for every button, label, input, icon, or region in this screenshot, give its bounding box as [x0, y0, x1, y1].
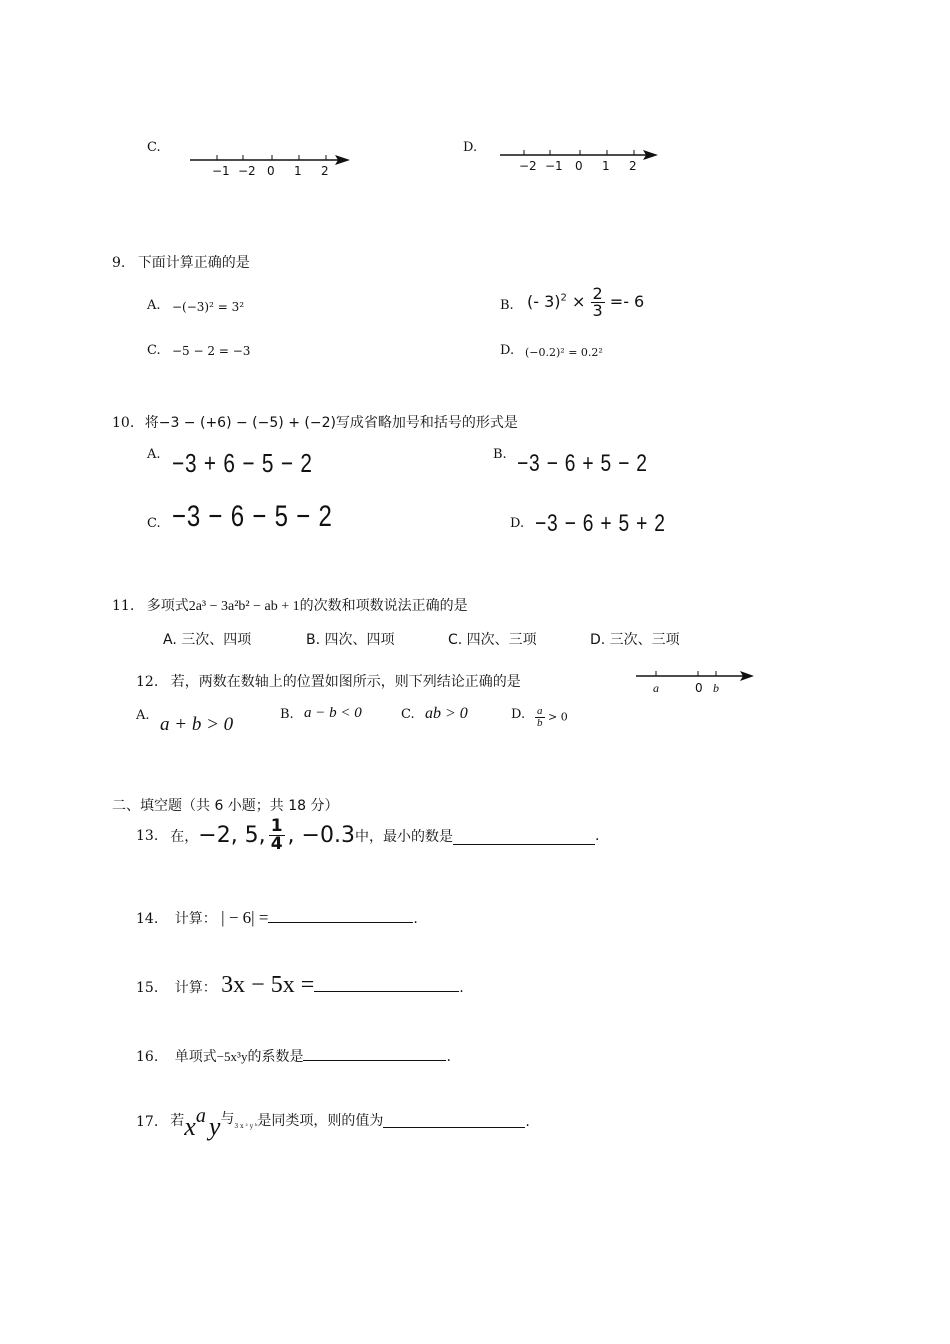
- q10-option-c-expr: −3 − 6 − 5 − 2: [172, 500, 333, 533]
- tick-label: −2: [238, 164, 256, 178]
- question-text-pre: 计算：: [174, 911, 217, 927]
- q10-option-d-label: D.: [510, 516, 525, 531]
- q11-option-d: D. 三次、三项: [590, 632, 680, 648]
- q9-option-c-expr: −5 − 2 = −3: [172, 344, 251, 358]
- question-number: 13.: [136, 827, 159, 844]
- q12-number-line: [636, 668, 761, 698]
- number-list-rest: , −0.3: [287, 823, 355, 848]
- q12-option-a-label: A.: [136, 708, 150, 723]
- q10-option-a-expr: −3 + 6 − 5 − 2: [172, 448, 313, 478]
- numerator: 1: [270, 816, 283, 836]
- q11-option-a: A. 三次、四项: [163, 632, 252, 648]
- q10-option-b-label: B.: [493, 447, 507, 462]
- q12-option-c-expr: ab > 0: [425, 705, 468, 722]
- number-list: −2, 5,: [198, 823, 266, 848]
- fraction: [591, 286, 605, 319]
- q9-option-a-expr: −(−3)² = 3²: [172, 300, 245, 314]
- question-text-post: 的系数是: [247, 1049, 304, 1065]
- axis-label-b: b: [713, 681, 719, 695]
- q9-option-c-label: C.: [147, 343, 161, 358]
- tick-label: −1: [545, 159, 563, 173]
- connector-text: 与: [220, 1111, 235, 1127]
- tick-label: 0: [267, 164, 275, 178]
- question-text-pre: 多项式: [146, 598, 189, 614]
- question-number: 12.: [136, 674, 159, 690]
- tick-label: 0: [575, 159, 583, 173]
- question-16: [136, 1046, 451, 1066]
- axis-label-zero: 0: [695, 681, 703, 695]
- tick-label: 1: [294, 164, 302, 178]
- tick-label: 2: [321, 164, 329, 178]
- question-text: 下面计算正确的是: [137, 255, 250, 271]
- answer-blank[interactable]: [314, 990, 459, 992]
- question-13: [136, 818, 599, 853]
- question-number: 16.: [136, 1049, 159, 1065]
- q8-option-d-label: D.: [463, 140, 478, 155]
- q8-option-c-label: C.: [147, 140, 161, 155]
- question-text-post: 中，最小的数是: [354, 828, 453, 845]
- q8-option-c-number-line: [190, 150, 360, 180]
- denominator: 4: [270, 834, 283, 854]
- period: .: [413, 911, 418, 927]
- tick-label: 2: [629, 159, 637, 173]
- q10-option-c-label: C.: [147, 516, 161, 531]
- question-10: [112, 412, 518, 432]
- period: .: [525, 1114, 530, 1130]
- q12-option-c-label: C.: [401, 707, 415, 722]
- q12-option-d-expr: [535, 706, 568, 729]
- answer-blank[interactable]: [383, 1126, 525, 1128]
- tick-label: −1: [212, 164, 230, 178]
- answer-blank[interactable]: [453, 843, 595, 845]
- monomial-x: x: [184, 1112, 196, 1141]
- answer-blank[interactable]: [268, 921, 413, 923]
- question-text-pre: 在，: [170, 828, 199, 845]
- expr-rest: =- 6: [609, 292, 645, 311]
- q8-option-d-number-line: [500, 145, 670, 175]
- answer-blank[interactable]: [303, 1059, 446, 1061]
- tick-label: −2: [519, 159, 537, 173]
- question-number: 14.: [136, 911, 159, 927]
- question-number: 9.: [112, 255, 126, 271]
- expr-rest: > 0: [548, 710, 568, 724]
- question-text-pre: 计算：: [174, 980, 217, 996]
- denominator: 3: [592, 301, 603, 320]
- q9-option-b-label: B.: [500, 298, 514, 313]
- polynomial-expr: 2a³ − 3a²b² − ab + 1: [188, 599, 300, 614]
- axis-label-a: a: [653, 681, 659, 695]
- denominator: b: [537, 717, 543, 729]
- section-2-title: 二、填空题（共 6 小题；共 18 分）: [112, 798, 339, 814]
- question-number: 11.: [112, 598, 135, 614]
- q12-option-a-expr: a + b > 0: [160, 714, 234, 735]
- question-9: [112, 252, 250, 272]
- question-text-pre: 单项式: [174, 1049, 217, 1065]
- period: .: [446, 1049, 451, 1065]
- times-sign: ×: [572, 292, 586, 311]
- question-text-pre: 若: [170, 1113, 185, 1129]
- monomial-y: y: [208, 1112, 221, 1141]
- fraction: [535, 706, 545, 729]
- question-11: [112, 595, 468, 615]
- question-number: 17.: [136, 1114, 159, 1130]
- q9-option-d-label: D.: [500, 343, 515, 358]
- tick-label: 1: [602, 159, 610, 173]
- expr-base: (- 3): [527, 292, 561, 311]
- q11-option-c: C. 四次、三项: [448, 632, 537, 648]
- period: .: [594, 827, 600, 844]
- q10-option-b-expr: −3 − 6 + 5 − 2: [517, 450, 648, 477]
- question-text-post: 的次数和项数说法正确的是: [299, 598, 468, 614]
- question-number: 10.: [112, 415, 135, 431]
- period: .: [459, 980, 464, 996]
- numerator: a: [537, 705, 543, 717]
- abs-expr: | − 6| =: [221, 908, 269, 927]
- question-14: [136, 908, 418, 928]
- q10-option-d-expr: −3 − 6 + 5 + 2: [535, 510, 666, 537]
- question-17: [136, 1105, 530, 1140]
- q9-option-d-expr: (−0.2)² = 0.2²: [525, 346, 603, 359]
- expr-exponent: 2: [560, 292, 567, 304]
- question-number: 15.: [136, 980, 159, 996]
- question-12: [136, 671, 521, 691]
- q12-option-d-label: D.: [511, 707, 526, 722]
- numerator: 2: [592, 284, 603, 303]
- q12-option-b-expr: a − b < 0: [304, 705, 362, 721]
- q12-option-b-label: B.: [280, 707, 294, 722]
- monomial-2: 3 x ² y ᵇ: [234, 1123, 258, 1130]
- q9-option-a-label: A.: [147, 298, 161, 313]
- question-text: 将−3 − (+6) − (−5) + (−2)写成省略加号和括号的形式是: [144, 415, 518, 431]
- expression: 3x − 5x =: [221, 972, 315, 998]
- question-text: 若，两数在数轴上的位置如图所示，则下列结论正确的是: [170, 674, 521, 690]
- q11-option-b: B. 四次、四项: [306, 632, 395, 648]
- question-15: [136, 972, 464, 999]
- question-text-post: 是同类项，则的值为: [257, 1113, 384, 1129]
- q10-option-a-label: A.: [147, 447, 161, 462]
- q9-option-b-expr: [527, 286, 644, 319]
- fraction-one-quarter: [269, 818, 285, 853]
- monomial-expr: −5x³y: [216, 1049, 248, 1064]
- monomial-exp-a: a: [195, 1105, 206, 1127]
